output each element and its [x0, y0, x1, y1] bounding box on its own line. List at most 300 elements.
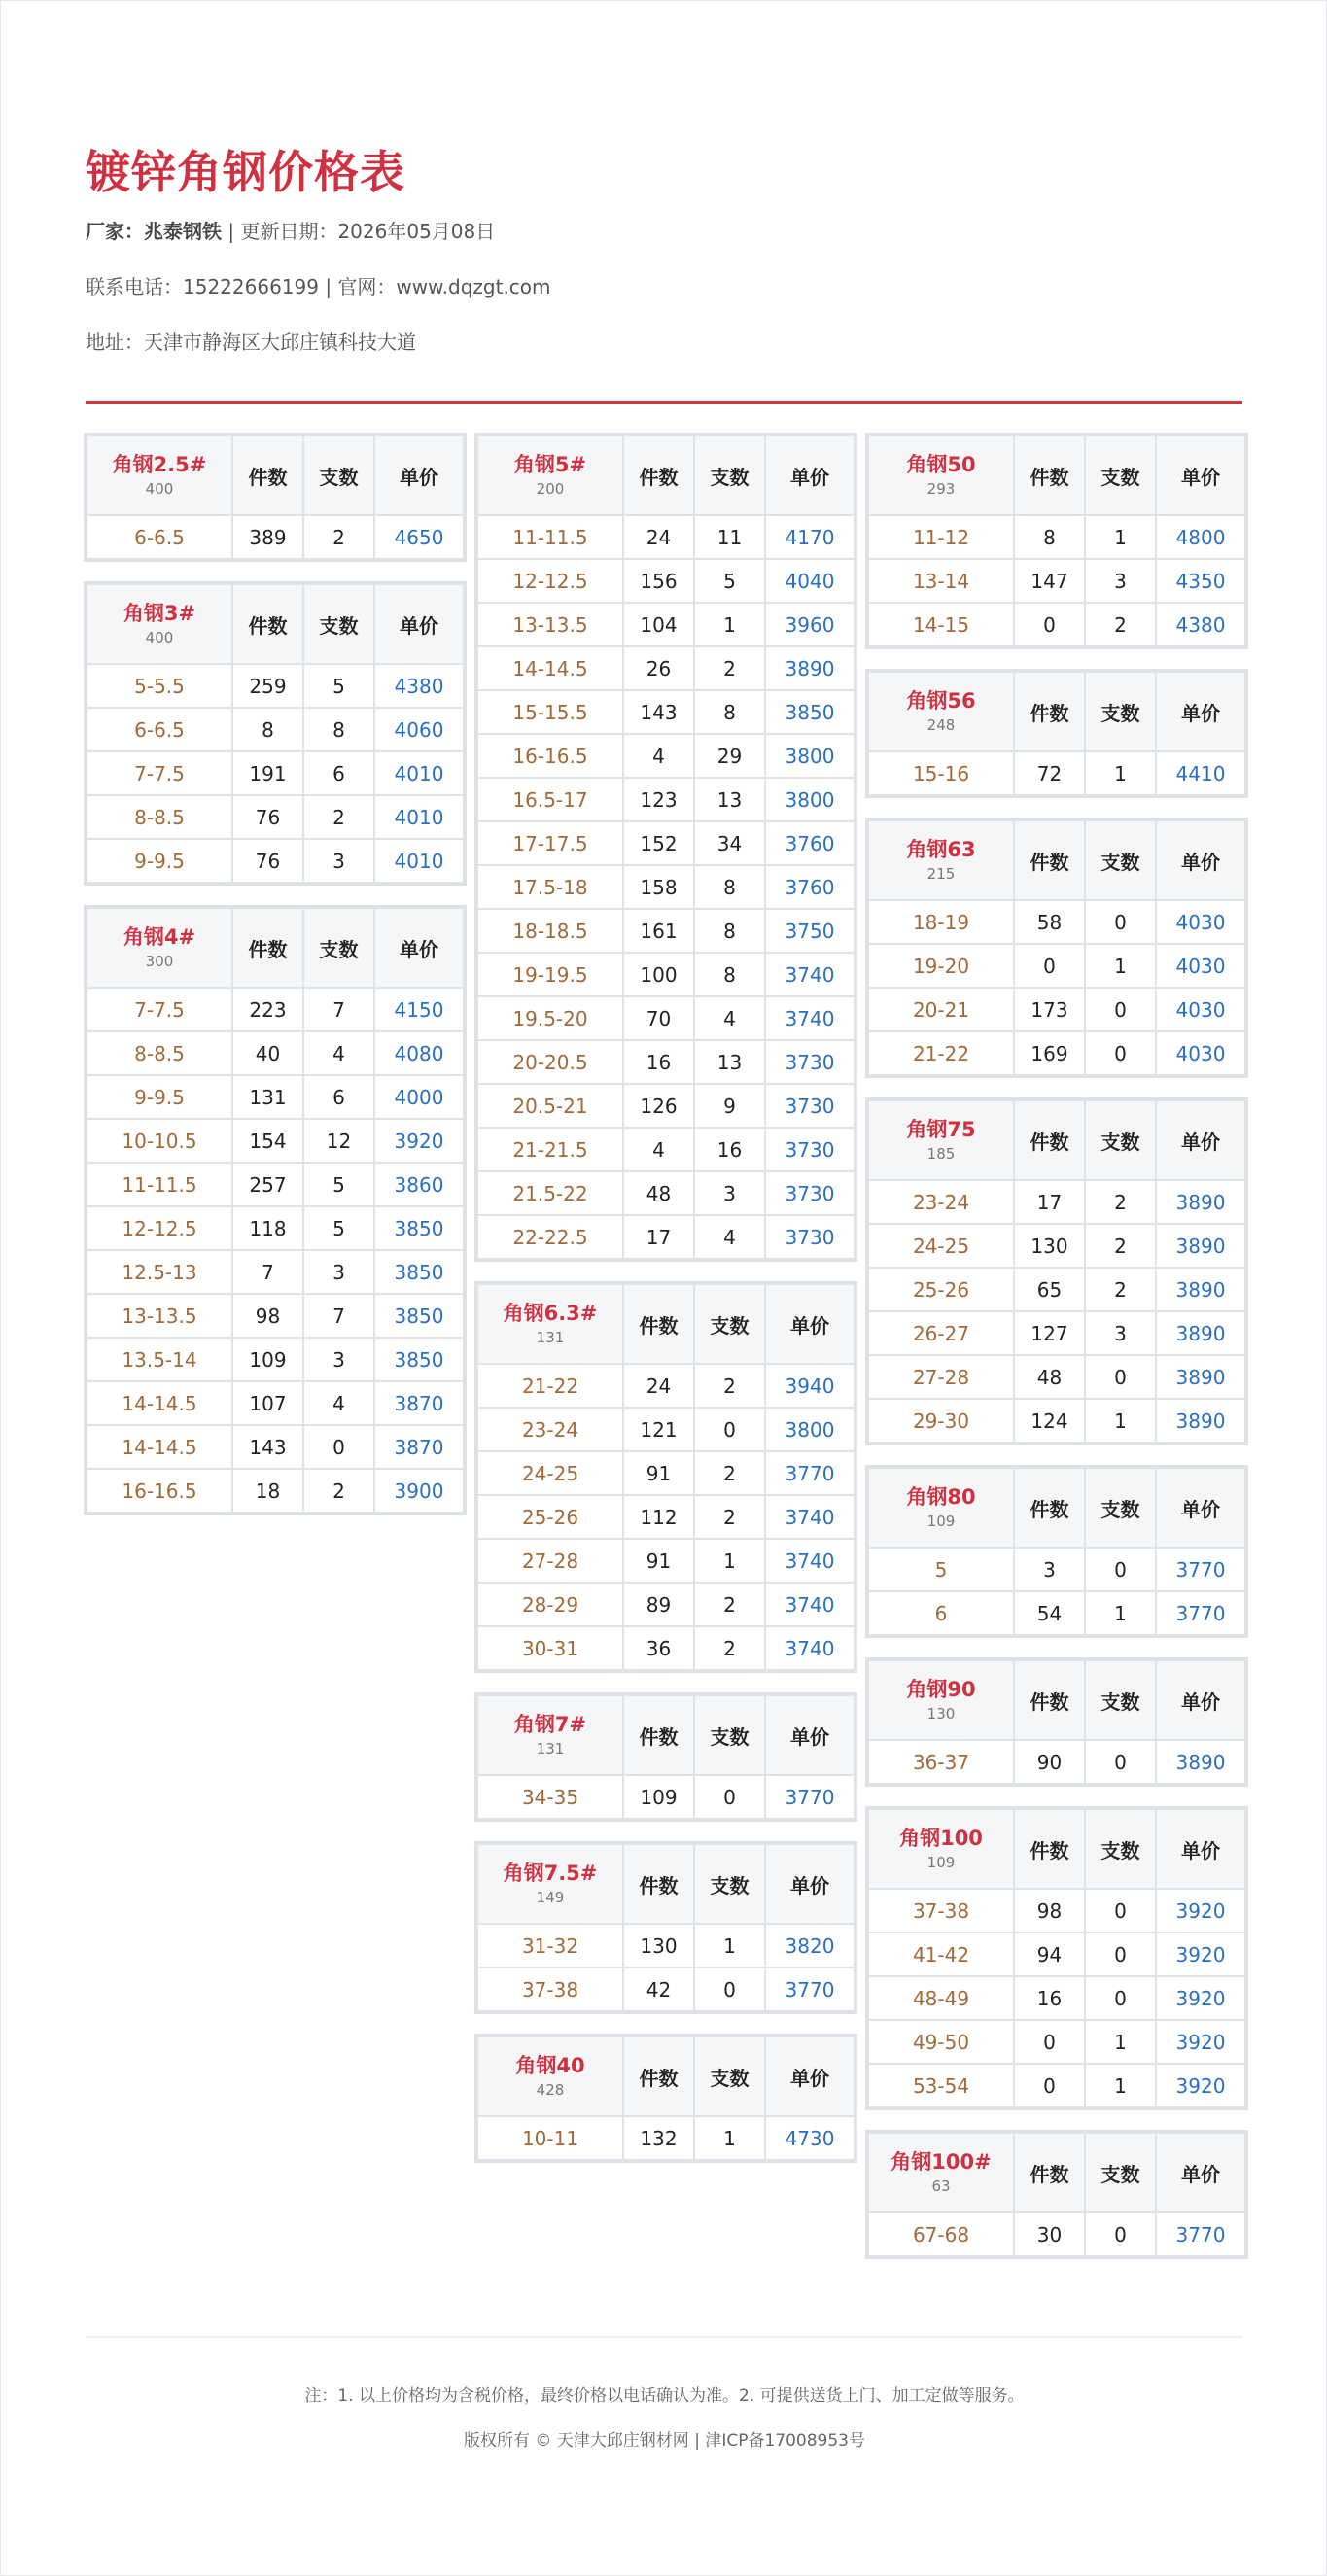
spec-table — [476, 1694, 856, 1820]
spec-name: 角钢63 — [906, 837, 976, 861]
count-cell: 94 — [1014, 1932, 1085, 1976]
price-cell: 3730 — [765, 1084, 855, 1128]
count-cell: 89 — [623, 1583, 694, 1626]
spec-subvalue: 131 — [536, 1739, 565, 1758]
spec-table — [86, 583, 465, 884]
spec-table-header-row — [477, 1844, 855, 1924]
spec-subvalue: 149 — [536, 1888, 565, 1906]
count-cell: 40 — [232, 1031, 303, 1075]
count-cell: 109 — [232, 1338, 303, 1381]
count-cell: 54 — [1014, 1591, 1085, 1635]
table-row — [477, 778, 855, 821]
pieces-cell: 5 — [694, 559, 765, 603]
price-cell: 4730 — [765, 2116, 855, 2160]
price-cell: 4010 — [374, 839, 464, 883]
count-cell: 76 — [232, 795, 303, 839]
table-row — [477, 1128, 855, 1171]
pieces-cell: 8 — [694, 690, 765, 734]
spec-table — [867, 1099, 1246, 1444]
pieces-cell: 2 — [1085, 1224, 1156, 1268]
table-row — [868, 1224, 1245, 1268]
spec-table — [867, 435, 1246, 647]
size-cell: 8-8.5 — [87, 1031, 232, 1075]
price-cell: 3800 — [765, 778, 855, 821]
spec-table-header-row — [868, 1100, 1245, 1180]
table-row — [477, 1626, 855, 1670]
spec-name-header — [868, 820, 1014, 900]
price-header: 单价 — [765, 1844, 855, 1924]
count-cell: 259 — [232, 664, 303, 708]
table-row — [868, 1976, 1245, 2020]
size-cell: 28-29 — [477, 1583, 623, 1626]
table-row — [868, 515, 1245, 559]
count-cell: 169 — [1014, 1031, 1085, 1075]
price-header: 单价 — [1156, 435, 1245, 515]
pieces-cell: 3 — [303, 1338, 374, 1381]
count-header: 件数 — [623, 2036, 694, 2116]
size-cell: 12.5-13 — [87, 1250, 232, 1294]
footer-divider — [86, 2336, 1242, 2338]
price-cell: 3920 — [1156, 1889, 1245, 1932]
pieces-cell: 1 — [1085, 1591, 1156, 1635]
size-cell: 12-12.5 — [87, 1206, 232, 1250]
price-cell: 3960 — [765, 603, 855, 646]
spec-name: 角钢3# — [122, 601, 196, 625]
price-cell: 3770 — [765, 1451, 855, 1495]
price-cell: 4000 — [374, 1075, 464, 1119]
pieces-header: 支数 — [694, 435, 765, 515]
table-row — [87, 1381, 464, 1425]
price-cell: 4080 — [374, 1031, 464, 1075]
table-row — [868, 1399, 1245, 1443]
spec-name-header — [87, 908, 232, 988]
size-cell: 49-50 — [868, 2020, 1014, 2064]
spec-name-header — [87, 435, 232, 515]
spec-subvalue: 293 — [926, 479, 956, 498]
pieces-header: 支数 — [694, 1695, 765, 1775]
spec-name: 角钢5# — [513, 452, 587, 476]
page-title: 镀锌角钢价格表 — [86, 146, 405, 198]
size-cell: 37-38 — [477, 1967, 623, 2011]
price-cell: 4380 — [374, 664, 464, 708]
price-cell: 4650 — [374, 515, 464, 559]
price-cell: 3740 — [765, 1583, 855, 1626]
pieces-cell: 4 — [694, 1215, 765, 1259]
table-row — [477, 1215, 855, 1259]
size-cell: 20-21 — [868, 988, 1014, 1031]
price-cell: 4010 — [374, 751, 464, 795]
table-row — [87, 664, 464, 708]
count-cell: 98 — [1014, 1889, 1085, 1932]
pieces-cell: 0 — [1085, 2212, 1156, 2256]
pieces-cell: 2 — [303, 515, 374, 559]
price-header: 单价 — [374, 435, 464, 515]
count-cell: 0 — [1014, 2020, 1085, 2064]
count-cell: 161 — [623, 909, 694, 953]
pieces-cell: 4 — [303, 1381, 374, 1425]
spec-table-header-row — [477, 435, 855, 515]
spec-name: 角钢50 — [906, 452, 976, 476]
pieces-cell: 5 — [303, 1163, 374, 1206]
count-cell: 223 — [232, 988, 303, 1031]
spec-table — [867, 671, 1246, 796]
size-cell: 17-17.5 — [477, 821, 623, 865]
table-row — [868, 944, 1245, 988]
pieces-cell: 3 — [303, 839, 374, 883]
size-cell: 20.5-21 — [477, 1084, 623, 1128]
count-cell: 8 — [1014, 515, 1085, 559]
price-cell: 4030 — [1156, 900, 1245, 944]
price-cell: 3770 — [1156, 1591, 1245, 1635]
count-header: 件数 — [1014, 2133, 1085, 2212]
pieces-cell: 0 — [1085, 1889, 1156, 1932]
price-cell: 3750 — [765, 909, 855, 953]
price-cell: 3890 — [765, 646, 855, 690]
size-cell: 6-6.5 — [87, 515, 232, 559]
table-row — [868, 1932, 1245, 1976]
table-row — [477, 1171, 855, 1215]
size-cell: 48-49 — [868, 1976, 1014, 2020]
table-row — [87, 839, 464, 883]
address-info: 地址：天津市静海区大邱庄镇科技大道 — [86, 330, 416, 354]
price-header: 单价 — [1156, 672, 1245, 751]
spec-table-header-row — [87, 908, 464, 988]
spec-table-header-row — [868, 1660, 1245, 1740]
price-cell: 3920 — [1156, 1976, 1245, 2020]
header-divider — [86, 401, 1242, 404]
table-row — [477, 1495, 855, 1539]
spec-name-header — [868, 435, 1014, 515]
size-cell: 16-16.5 — [87, 1469, 232, 1513]
spec-table-header-row — [868, 1468, 1245, 1548]
pieces-cell: 1 — [1085, 1399, 1156, 1443]
size-cell: 11-12 — [868, 515, 1014, 559]
price-header: 单价 — [1156, 1100, 1245, 1180]
count-cell: 65 — [1014, 1268, 1085, 1311]
price-cell: 3740 — [765, 1539, 855, 1583]
size-cell: 9-9.5 — [87, 1075, 232, 1119]
size-cell: 24-25 — [477, 1451, 623, 1495]
update-date: | 更新日期：2026年05月08日 — [222, 219, 496, 243]
page-header — [86, 147, 1242, 354]
count-header: 件数 — [1014, 1468, 1085, 1548]
pieces-cell: 8 — [694, 953, 765, 996]
footer-copyright: 版权所有 © 天津大邱庄钢材网 | 津ICP备17008953号 — [463, 2431, 865, 2451]
pieces-header: 支数 — [1085, 1468, 1156, 1548]
table-row — [477, 996, 855, 1040]
price-cell: 3890 — [1156, 1224, 1245, 1268]
pieces-cell: 3 — [303, 1250, 374, 1294]
size-cell: 18-19 — [868, 900, 1014, 944]
table-row — [477, 1967, 855, 2011]
count-cell: 257 — [232, 1163, 303, 1206]
size-cell: 21-21.5 — [477, 1128, 623, 1171]
size-cell: 67-68 — [868, 2212, 1014, 2256]
count-cell: 131 — [232, 1075, 303, 1119]
size-cell: 11-11.5 — [477, 515, 623, 559]
spec-name: 角钢100 — [899, 1826, 983, 1850]
size-cell: 19-19.5 — [477, 953, 623, 996]
size-cell: 15-15.5 — [477, 690, 623, 734]
count-cell: 18 — [232, 1469, 303, 1513]
table-row — [87, 515, 464, 559]
count-cell: 107 — [232, 1381, 303, 1425]
count-cell: 70 — [623, 996, 694, 1040]
spec-subvalue: 200 — [536, 479, 565, 498]
price-cell: 4170 — [765, 515, 855, 559]
table-row — [87, 1206, 464, 1250]
count-cell: 127 — [1014, 1311, 1085, 1355]
size-cell: 37-38 — [868, 1889, 1014, 1932]
size-cell: 36-37 — [868, 1740, 1014, 1784]
size-cell: 13.5-14 — [87, 1338, 232, 1381]
count-header: 件数 — [1014, 820, 1085, 900]
factory-label: 厂家： — [86, 219, 144, 243]
spec-name: 角钢80 — [906, 1484, 976, 1509]
count-cell: 4 — [623, 1128, 694, 1171]
spec-table — [867, 1808, 1246, 2108]
count-cell: 91 — [623, 1539, 694, 1583]
spec-name-header — [868, 1100, 1014, 1180]
price-cell: 3890 — [1156, 1311, 1245, 1355]
size-cell: 26-27 — [868, 1311, 1014, 1355]
price-header: 单价 — [765, 435, 855, 515]
pieces-cell: 16 — [694, 1128, 765, 1171]
table-row — [868, 1268, 1245, 1311]
price-header: 单价 — [1156, 1468, 1245, 1548]
price-cell: 3920 — [1156, 1932, 1245, 1976]
count-header: 件数 — [1014, 672, 1085, 751]
spec-table — [476, 1283, 856, 1671]
spec-subvalue: 63 — [931, 2176, 951, 2195]
price-header: 单价 — [1156, 1809, 1245, 1889]
table-row — [868, 900, 1245, 944]
size-cell: 53-54 — [868, 2064, 1014, 2107]
table-row — [868, 1180, 1245, 1224]
size-cell: 16-16.5 — [477, 734, 623, 778]
pieces-header: 支数 — [1085, 1100, 1156, 1180]
price-cell: 3890 — [1156, 1268, 1245, 1311]
count-cell: 17 — [1014, 1180, 1085, 1224]
price-header: 单价 — [765, 1284, 855, 1364]
size-cell: 7-7.5 — [87, 751, 232, 795]
table-row — [477, 1583, 855, 1626]
size-cell: 13-13.5 — [477, 603, 623, 646]
table-row — [868, 2212, 1245, 2256]
count-cell: 104 — [623, 603, 694, 646]
spec-name-header — [868, 1809, 1014, 1889]
size-cell: 15-16 — [868, 751, 1014, 795]
count-cell: 98 — [232, 1294, 303, 1338]
spec-name: 角钢7# — [513, 1712, 587, 1736]
count-cell: 48 — [623, 1171, 694, 1215]
size-cell: 23-24 — [477, 1408, 623, 1451]
pieces-header: 支数 — [1085, 2133, 1156, 2212]
pieces-cell: 13 — [694, 778, 765, 821]
spec-name: 角钢4# — [122, 924, 196, 949]
price-cell: 4040 — [765, 559, 855, 603]
size-cell: 41-42 — [868, 1932, 1014, 1976]
table-row — [87, 1031, 464, 1075]
table-row — [87, 1469, 464, 1513]
spec-table-header-row — [477, 2036, 855, 2116]
table-row — [868, 1031, 1245, 1075]
count-cell: 126 — [623, 1084, 694, 1128]
size-cell: 10-11 — [477, 2116, 623, 2160]
count-cell: 30 — [1014, 2212, 1085, 2256]
pieces-cell: 2 — [694, 1364, 765, 1408]
pieces-cell: 1 — [1085, 944, 1156, 988]
count-cell: 143 — [623, 690, 694, 734]
size-cell: 25-26 — [868, 1268, 1014, 1311]
count-cell: 90 — [1014, 1740, 1085, 1784]
spec-table-header-row — [868, 2133, 1245, 2212]
count-cell: 24 — [623, 1364, 694, 1408]
table-row — [868, 1548, 1245, 1591]
size-cell: 22-22.5 — [477, 1215, 623, 1259]
table-row — [87, 1075, 464, 1119]
table-row — [868, 751, 1245, 795]
count-cell: 42 — [623, 1967, 694, 2011]
count-cell: 7 — [232, 1250, 303, 1294]
table-row — [868, 1889, 1245, 1932]
count-cell: 72 — [1014, 751, 1085, 795]
price-cell: 3820 — [765, 1924, 855, 1967]
price-cell: 3760 — [765, 865, 855, 909]
price-header: 单价 — [1156, 820, 1245, 900]
count-cell: 16 — [1014, 1976, 1085, 2020]
size-cell: 17.5-18 — [477, 865, 623, 909]
contact-info: 联系电话：15222666199 | 官网：www.dqzgt.com — [86, 274, 551, 298]
pieces-header: 支数 — [694, 1284, 765, 1364]
pieces-cell: 2 — [1085, 603, 1156, 646]
pieces-cell: 1 — [694, 1539, 765, 1583]
spec-subvalue: 109 — [926, 1853, 956, 1871]
price-cell: 3800 — [765, 734, 855, 778]
table-row — [868, 2020, 1245, 2064]
count-cell: 0 — [1014, 2064, 1085, 2107]
spec-name-header — [477, 1844, 623, 1924]
size-cell: 23-24 — [868, 1180, 1014, 1224]
price-cell: 3740 — [765, 1626, 855, 1670]
spec-subvalue: 400 — [145, 628, 174, 646]
price-cell: 3770 — [1156, 2212, 1245, 2256]
size-cell: 9-9.5 — [87, 839, 232, 883]
spec-table-header-row — [868, 820, 1245, 900]
pieces-cell: 1 — [694, 603, 765, 646]
spec-name-header — [868, 2133, 1014, 2212]
size-cell: 8-8.5 — [87, 795, 232, 839]
count-header: 件数 — [1014, 1100, 1085, 1180]
table-row — [868, 2064, 1245, 2107]
table-row — [477, 603, 855, 646]
pieces-cell: 1 — [694, 2116, 765, 2160]
price-cell: 3920 — [1156, 2020, 1245, 2064]
table-row — [868, 1311, 1245, 1355]
size-cell: 18-18.5 — [477, 909, 623, 953]
table-row — [477, 2116, 855, 2160]
spec-name-header — [868, 672, 1014, 751]
table-row — [477, 953, 855, 996]
price-cell: 3730 — [765, 1215, 855, 1259]
pieces-cell: 2 — [303, 795, 374, 839]
pieces-cell: 1 — [1085, 2020, 1156, 2064]
price-cell: 4350 — [1156, 559, 1245, 603]
spec-name-header — [868, 1468, 1014, 1548]
count-cell: 156 — [623, 559, 694, 603]
count-header: 件数 — [623, 1695, 694, 1775]
spec-table — [867, 1659, 1246, 1785]
pieces-cell: 4 — [303, 1031, 374, 1075]
table-row — [477, 1539, 855, 1583]
pieces-cell: 1 — [1085, 2064, 1156, 2107]
spec-table — [476, 1843, 856, 2012]
count-cell: 36 — [623, 1626, 694, 1670]
spec-subvalue: 130 — [926, 1704, 956, 1723]
table-row — [477, 1451, 855, 1495]
size-cell: 21-22 — [477, 1364, 623, 1408]
count-cell: 158 — [623, 865, 694, 909]
size-cell: 19.5-20 — [477, 996, 623, 1040]
column-right — [867, 435, 1246, 2280]
pieces-cell: 1 — [694, 1924, 765, 1967]
price-cell: 3890 — [1156, 1740, 1245, 1784]
size-cell: 13-13.5 — [87, 1294, 232, 1338]
count-cell: 118 — [232, 1206, 303, 1250]
count-cell: 152 — [623, 821, 694, 865]
table-row — [868, 1591, 1245, 1635]
pieces-cell: 3 — [1085, 1311, 1156, 1355]
pieces-cell: 2 — [694, 1495, 765, 1539]
count-cell: 17 — [623, 1215, 694, 1259]
size-cell: 14-15 — [868, 603, 1014, 646]
price-header: 单价 — [374, 908, 464, 988]
size-cell: 10-10.5 — [87, 1119, 232, 1163]
count-cell: 58 — [1014, 900, 1085, 944]
table-row — [477, 515, 855, 559]
size-cell: 5-5.5 — [87, 664, 232, 708]
table-row — [868, 603, 1245, 646]
price-cell: 4010 — [374, 795, 464, 839]
spec-subvalue: 300 — [145, 952, 174, 970]
count-cell: 0 — [1014, 603, 1085, 646]
count-cell: 100 — [623, 953, 694, 996]
pieces-header: 支数 — [694, 1844, 765, 1924]
pieces-cell: 2 — [1085, 1268, 1156, 1311]
spec-name: 角钢100# — [890, 2149, 992, 2174]
column-middle — [476, 435, 856, 2184]
price-cell: 3870 — [374, 1425, 464, 1469]
spec-table — [476, 435, 856, 1260]
count-header: 件数 — [232, 908, 303, 988]
size-cell: 27-28 — [868, 1355, 1014, 1399]
spec-name-header — [477, 1695, 623, 1775]
pieces-header: 支数 — [303, 435, 374, 515]
table-row — [87, 708, 464, 751]
price-cell: 3870 — [374, 1381, 464, 1425]
spec-subvalue: 131 — [536, 1328, 565, 1346]
price-header: 单价 — [374, 584, 464, 664]
spec-subvalue: 248 — [926, 715, 956, 734]
table-row — [87, 1294, 464, 1338]
pieces-cell: 0 — [303, 1425, 374, 1469]
spec-subvalue: 185 — [926, 1144, 956, 1163]
table-row — [87, 1338, 464, 1381]
count-cell: 154 — [232, 1119, 303, 1163]
count-header: 件数 — [1014, 1809, 1085, 1889]
count-cell: 130 — [1014, 1224, 1085, 1268]
price-header: 单价 — [765, 2036, 855, 2116]
